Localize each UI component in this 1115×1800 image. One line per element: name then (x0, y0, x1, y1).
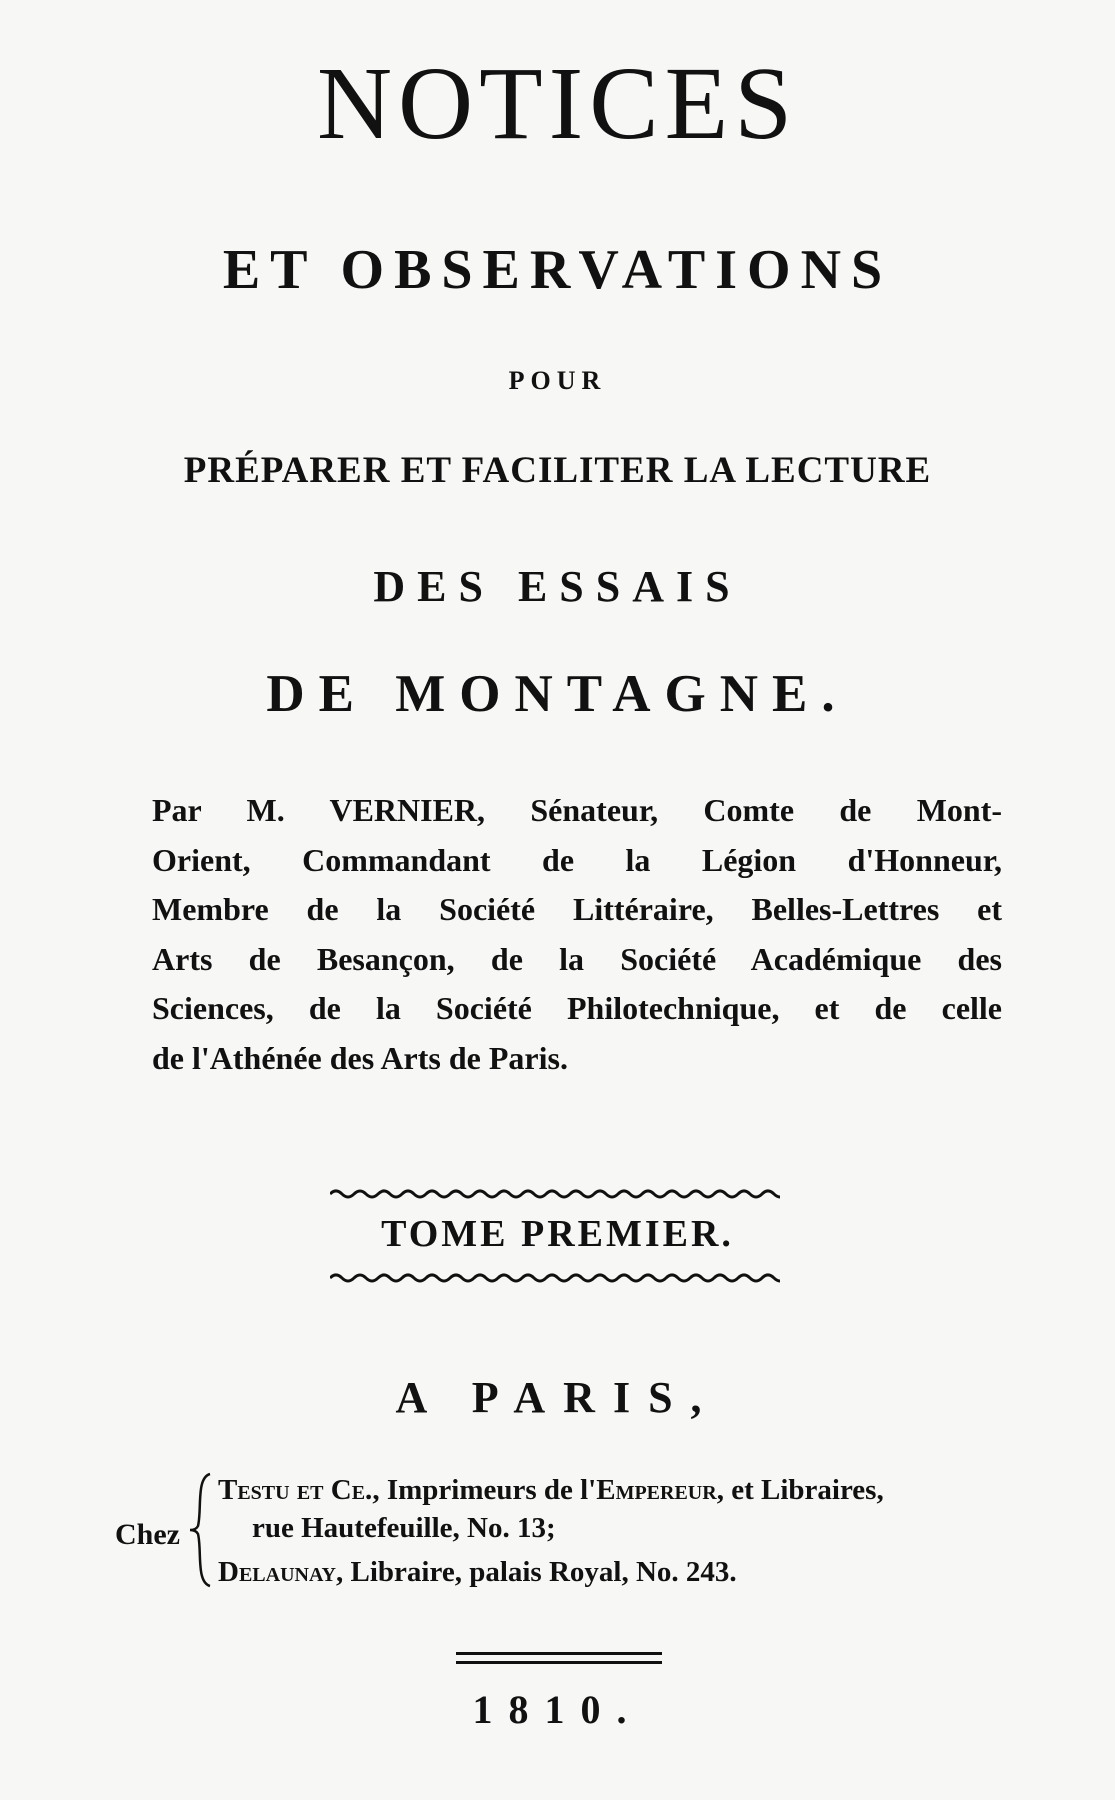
preposition-pour: POUR (508, 366, 607, 395)
double-rule-bottom (456, 1661, 662, 1664)
author-line: Membre de la Société Littéraire, Belles-Lettres et (152, 891, 1002, 927)
book-title: NOTICES (316, 46, 799, 161)
des-essais-line: DES ESSAIS (373, 562, 742, 611)
wavy-rule-top (330, 1186, 780, 1202)
book-subtitle: ET OBSERVATIONS (222, 239, 893, 301)
publisher-line-3 (218, 1556, 737, 1589)
curly-brace-icon (188, 1470, 214, 1590)
publisher-text: , Imprimeurs de l' (372, 1474, 597, 1506)
author-line: Arts de Besançon, de la Société Académique des (152, 940, 1002, 977)
double-rule-top (456, 1652, 662, 1655)
wavy-rule-bottom (330, 1270, 780, 1286)
city-line: A PARIS, (395, 1373, 720, 1422)
author-block (152, 786, 1002, 1083)
author-line: Orient, Commandant de la Légion d'Honneur, (152, 841, 1002, 878)
publisher-name-delaunay: Delaunay (218, 1556, 337, 1588)
emperor-text: Empereur (596, 1474, 717, 1506)
publisher-name-testu: Testu et Ce. (218, 1474, 373, 1506)
author-line: de l'Athénée des Arts de Paris. (152, 1039, 568, 1076)
publisher-text-end: , et Libraires, (716, 1474, 884, 1506)
publisher-line-2: rue Hautefeuille, No. 13; (252, 1512, 556, 1544)
purpose-line: PRÉPARER ET FACILITER LA LECTURE (183, 450, 932, 491)
author-line: Sciences, de la Société Philotechnique, et de celle (152, 990, 1002, 1026)
author-line: Par M. VERNIER, Sénateur, Comte de Mont- (152, 792, 1002, 828)
volume-label: TOME PREMIER. (381, 1213, 734, 1255)
de-montagne-line: DE MONTAGNE. (266, 665, 849, 723)
publication-year: 1810. (472, 1687, 643, 1732)
publisher-address: , Libraire, palais Royal, No. 243. (336, 1556, 737, 1588)
publisher-line-1 (218, 1474, 884, 1507)
chez-label: Chez (115, 1518, 180, 1551)
